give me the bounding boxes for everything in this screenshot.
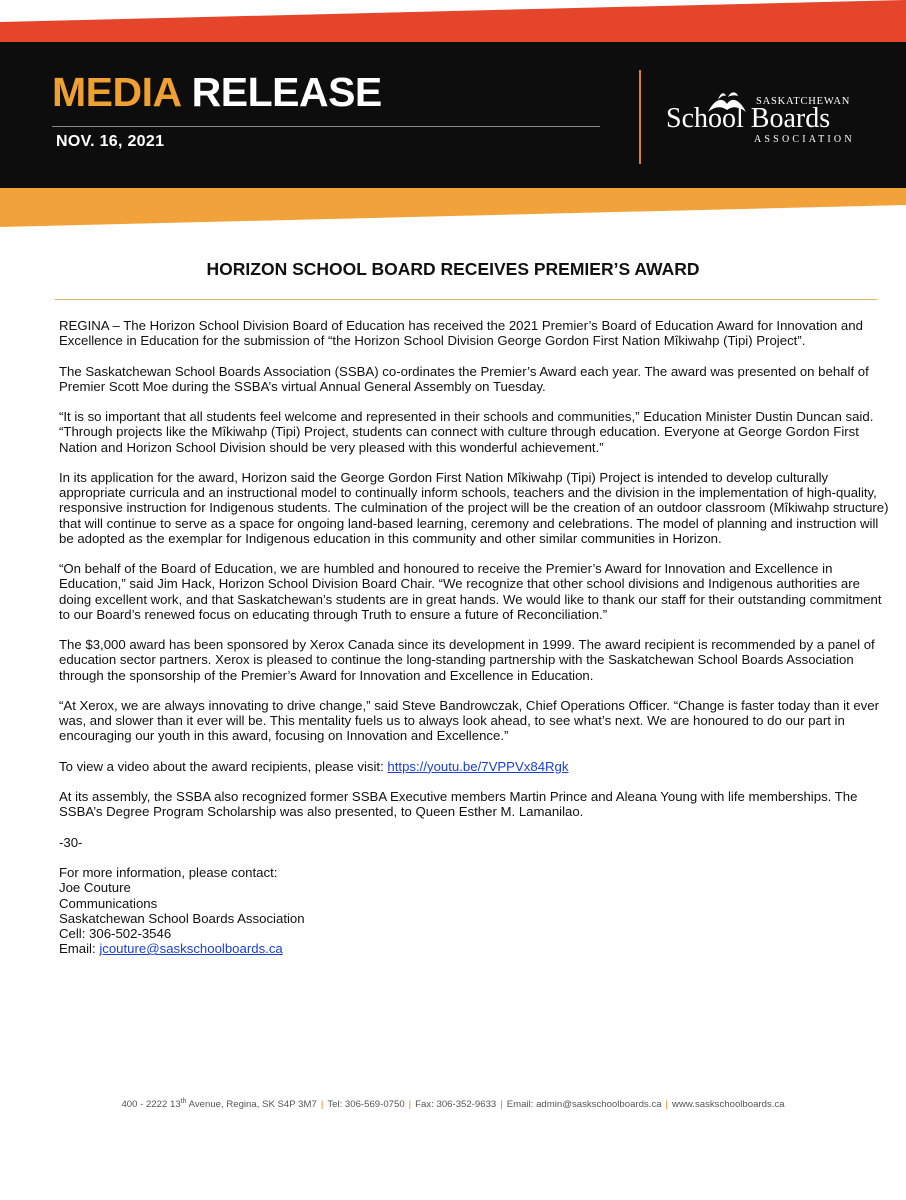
paragraph: In its application for the award, Horizon said the George Gordon First Nation Mîkiwahp (Tipi) Project is intended to develop culturally appropriate curricula and an instructional model to continually inform schools, teachers and the division in the implementation of high-quality, responsive instruction for Indigenous students. The culmination of the project will be the creation of an outdoor classroom (Mîkiwahp structure) that will continue to serve as a space for ongoing land-based learning, ceremony and celebrations. The model of planning and instruction will be adopted as the exemplar for Indigenous education in this community and other similar communities in Horizon.	[59, 469, 889, 546]
footer-fax: Fax: 306-352-9633	[415, 1099, 497, 1111]
paragraph: “It is so important that all students feel welcome and represented in their schools and communities,” Education Minister Dustin Duncan said. “Through projects like the Mîkiwahp (Tipi) Project, students can connect with culture through education. Everyone at George Gordon First Nation and Horizon School Division should be very pleased with this wonderful achievement.”	[59, 409, 874, 455]
footer-address	[121, 1099, 316, 1110]
paragraph: The $3,000 award has been sponsored by Xerox Canada since its development in 1999. The award recipient is recommended by a panel of education sector partners. Xerox is pleased to continue the long-standing partnership with the Saskatchewan School Boards Association through the sponsorship of the Premier’s Award for Innovation and Excellence in Education.	[59, 637, 875, 683]
release-body	[59, 318, 889, 956]
logo-saskatchewan: SASKATCHEWAN	[756, 96, 851, 107]
footer-email: Email: admin@saskschoolboards.ca	[506, 1099, 662, 1111]
video-text: To view a video about the award recipients, please visit:	[59, 758, 388, 774]
footer-tel: Tel: 306-569-0750	[327, 1099, 405, 1111]
contact-block	[59, 865, 889, 956]
footer-separator: |	[408, 1099, 412, 1111]
headline: HORIZON SCHOOL BOARD RECEIVES PREMIER’S AWARD	[206, 259, 700, 279]
contact-intro: For more information, please contact:	[59, 865, 278, 881]
video-link[interactable]: https://youtu.be/7VPPVx84Rgk	[387, 758, 569, 774]
title-release: RELEASE	[191, 69, 382, 115]
footer-separator: |	[665, 1099, 669, 1111]
header-divider	[639, 70, 641, 164]
header-orange-stripe	[0, 188, 906, 227]
header-red-stripe	[0, 0, 906, 42]
contact-org: Saskatchewan School Boards Association	[59, 910, 305, 926]
end-mark: -30-	[59, 834, 83, 850]
contact-email-line	[59, 941, 889, 956]
footer-address-city: Avenue, Regina, SK S4P 3M7	[186, 1099, 317, 1111]
contact-name: Joe Couture	[59, 880, 131, 896]
media-release-title	[52, 70, 382, 114]
headline-rule	[55, 299, 877, 300]
logo-school-boards: School Boards	[666, 103, 831, 134]
paragraph: At its assembly, the SSBA also recognized former SSBA Executive members Martin Prince and Aleana Young with life memberships. The SSBA’s Degree Program Scholarship was also presented, to Queen Esther M. Lamanilao.	[59, 789, 858, 820]
contact-email-link[interactable]: jcouture@saskschoolboards.ca	[99, 941, 283, 957]
title-underline	[52, 126, 600, 127]
contact-cell: Cell: 306-502-3546	[59, 925, 172, 941]
footer-separator: |	[500, 1099, 503, 1111]
release-date: NOV. 16, 2021	[56, 133, 165, 150]
ssba-logo	[660, 88, 875, 154]
footer-separator: |	[320, 1099, 324, 1111]
contact-email-label: Email:	[59, 941, 100, 957]
paragraph: “At Xerox, we are always innovating to drive change,” said Steve Bandrowczak, Chief Operations Officer. “Change is faster today than it ever was, and slower than it ever will be. This mentality fuels us to always look ahead, to see what’s next. We are honoured to do our part in encouraging our youth in this award, focusing on Innovation and Excellence.”	[59, 697, 879, 744]
paragraph: The Saskatchewan School Boards Association (SSBA) co-ordinates the Premier’s Award each year. The award was presented on behalf of Premier Scott Moe during the SSBA’s virtual Annual General Assembly on Tuesday.	[59, 363, 869, 394]
footer-contact-bar	[0, 1098, 906, 1110]
contact-title: Communications	[59, 895, 158, 911]
video-paragraph	[59, 759, 889, 774]
logo-association: ASSOCIATION	[754, 134, 855, 145]
title-media: MEDIA	[52, 69, 182, 115]
footer-address-street: 400 - 2222 13	[121, 1099, 181, 1111]
footer-address-sup: th	[180, 1098, 187, 1105]
paragraph: “On behalf of the Board of Education, we are humbled and honoured to receive the Premier’s Award for Innovation and Excellence in Education,” said Jim Hack, Horizon School Division Board Chair. “We recognize that other school divisions and Indigenous authorities are doing excellent work, and that Saskatchewan’s students are in great hands. We would like to thank our staff for their outstanding commitment to our Board’s renewed focus on educating through Truth to ensure a future of Reconciliation.”	[59, 561, 882, 622]
footer-website: www.saskschoolboards.ca	[672, 1099, 785, 1111]
paragraph: REGINA – The Horizon School Division Board of Education has received the 2021 Premier’s Board of Education Award for Innovation and Excellence in Education for the submission of “the Horizon School Division George Gordon First Nation Mîkiwahp (Tipi) Project”.	[59, 318, 863, 349]
